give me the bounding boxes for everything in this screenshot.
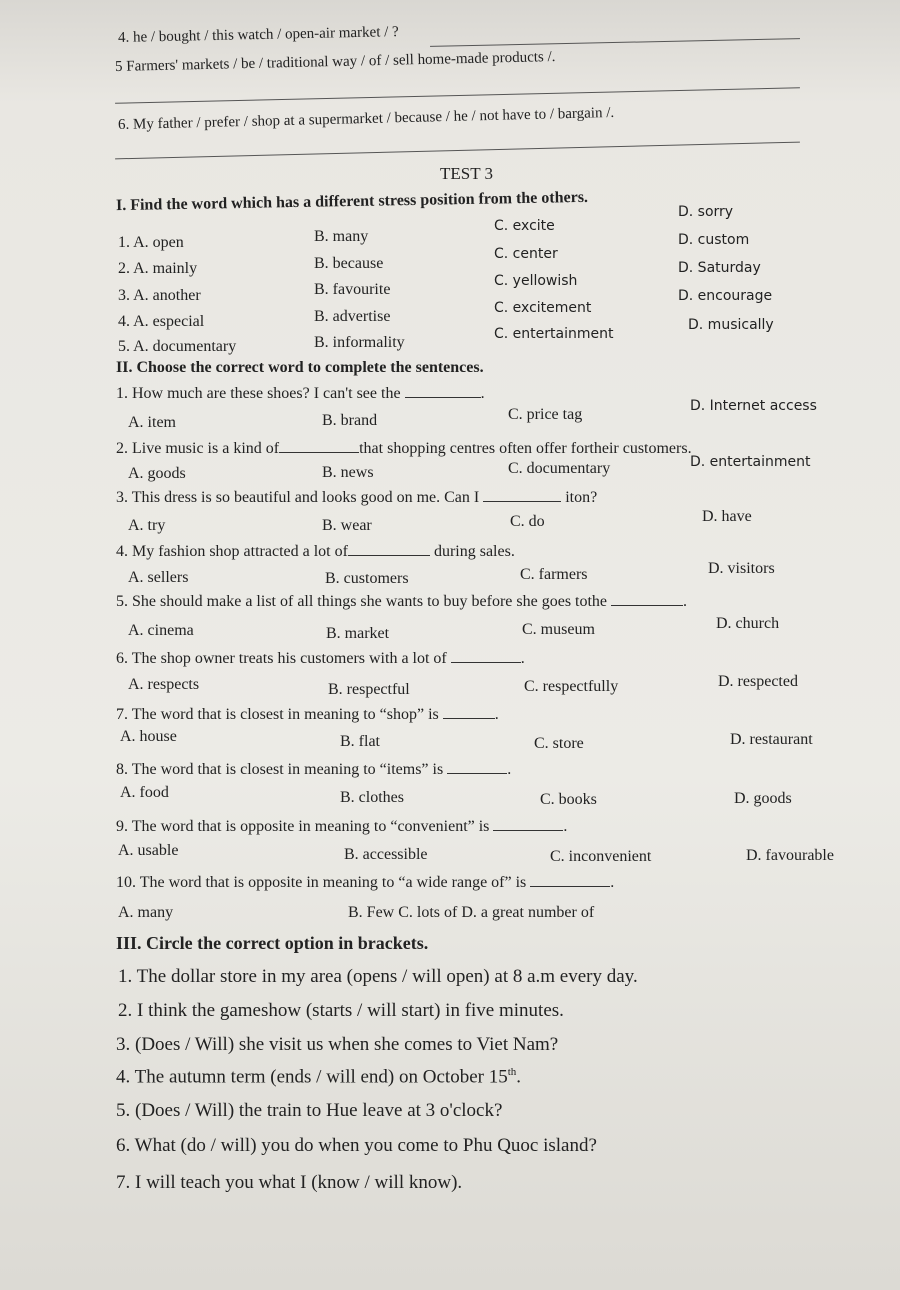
answer-blank[interactable] [611,604,683,606]
p2-q7 [116,706,499,724]
p2-q9-c: C. inconvenient [550,848,652,865]
p2-q2-d: D. entertainment [690,454,811,470]
p3-item-1: 1. The dollar store in my area (opens / will open) at 8 a.m every day. [118,966,638,987]
answer-line [115,142,800,160]
p2-q3-d: D. have [702,508,752,525]
p2-q2-a: A. goods [128,465,186,482]
p2-q6-b: B. respectful [328,681,410,698]
answer-blank[interactable] [348,554,430,556]
top-item-6: 6. My father / prefer / shop at a supermarket / because / he / not have to / bargain /. [117,104,615,134]
p3-item-5: 5. (Does / Will) the train to Hue leave at 3 o'clock? [116,1100,503,1121]
p2-q6 [116,650,525,668]
p1-q2-b: B. because [314,255,384,272]
p2-q8-c: C. books [540,791,597,808]
p2-q1-text: 1. How much are these shoes? I can't see the [116,385,401,402]
p2-q4-b: B. customers [325,570,409,587]
p2-q6-d: D. respected [718,673,798,690]
p3-item-4-sup: th [507,1066,517,1078]
p2-q4-d: D. visitors [708,560,775,577]
p1-q1-d: D. sorry [678,204,734,220]
p2-q5-b: B. market [326,625,390,642]
p2-q6-text: 6. The shop owner treats his customers with a lot of [116,650,447,667]
p3-item-4-end: . [516,1066,522,1088]
p1-q4-a: 4. A. especial [118,313,205,330]
p2-q4 [116,543,515,561]
p2-q9-text: 9. The word that is opposite in meaning to “convenient” is [116,818,490,835]
p2-q3-c: C. do [510,513,545,530]
p2-q2-b: B. news [322,464,374,481]
answer-blank[interactable] [493,829,563,831]
p3-item-2: 2. I think the gameshow (starts / will start) in five minutes. [118,1000,564,1021]
p2-q3-a: A. try [128,517,166,534]
answer-blank[interactable] [405,396,481,398]
p1-q1-b: B. many [314,228,369,245]
p2-q9-a: A. usable [118,842,179,859]
p2-q9-end: . [563,818,568,835]
p2-q1-d: D. Internet access [690,398,817,414]
p1-q5-c: C. entertainment [494,326,614,342]
p2-q3-end: iton? [565,489,598,506]
p2-q10-text: 10. The word that is opposite in meaning to “a wide range of” is [116,874,527,891]
p2-q2-end: that shopping centres often offer fortheir customers. [359,440,692,457]
p2-q5-c: C. museum [522,621,595,638]
p2-q1-b: B. brand [322,412,378,429]
answer-blank[interactable] [443,717,495,719]
part2-heading: II. Choose the correct word to complete the sentences. [116,359,484,376]
answer-blank[interactable] [483,500,561,502]
p2-q4-c: C. farmers [520,566,588,583]
p2-q2 [116,440,692,458]
p2-q8 [116,761,511,779]
p2-q5-end: . [683,593,688,610]
p2-q3 [116,489,597,507]
answer-blank[interactable] [451,661,521,663]
p1-q5-b: B. informality [314,334,405,351]
p2-q8-d: D. goods [734,790,792,807]
p1-q5-a: 5. A. documentary [118,338,237,355]
p2-q6-c: C. respectfully [524,678,619,695]
p2-q7-end: . [494,706,499,723]
p2-q6-end: . [520,650,525,667]
p1-q2-c: C. center [494,246,558,262]
p1-q4-c: C. excitement [494,300,592,316]
answer-line [115,87,800,104]
p2-q9 [116,818,567,836]
part1-heading: I. Find the word which has a different stress position from the others. [115,188,589,215]
p2-q7-b: B. flat [340,733,380,750]
p2-q9-b: B. accessible [344,846,428,863]
p2-q3-text: 3. This dress is so beautiful and looks good on me. Can I [116,489,480,506]
p2-q4-a: A. sellers [128,569,189,586]
p2-q5-d: D. church [716,615,780,632]
p2-q1-a: A. item [128,414,176,431]
p1-q2-d: D. custom [678,232,750,248]
p2-q7-d: D. restaurant [730,731,813,748]
p2-q1-end: . [480,385,485,402]
p1-q2-a: 2. A. mainly [118,260,198,277]
p2-q10-end: . [610,874,615,891]
p2-q10 [116,874,614,892]
p3-item-7: 7. I will teach you what I (know / will know). [116,1172,463,1193]
p1-q3-a: 3. A. another [118,287,201,304]
p3-item-3: 3. (Does / Will) she visit us when she comes to Viet Nam? [116,1034,559,1055]
p2-q5-a: A. cinema [128,622,194,639]
p1-q1-c: C. excite [494,218,555,234]
p2-q10-a: A. many [118,904,174,921]
p1-q1-a: 1. A. open [118,234,184,251]
p2-q8-b: B. clothes [340,789,404,806]
p3-item-4 [116,1066,521,1088]
answer-line [430,38,800,47]
p2-q2-text: 2. Live music is a kind of [116,440,280,457]
p1-q3-b: B. favourite [314,281,391,298]
p2-q10-b: B. Few C. lots of D. a great number of [348,904,595,921]
p2-q4-end: during sales. [433,543,515,560]
p2-q2-c: C. documentary [508,460,611,477]
p1-q4-d: D. encourage [678,288,773,304]
p2-q5-text: 5. She should make a list of all things she wants to buy before she goes tothe [116,593,608,610]
part3-heading: III. Circle the correct option in brackets. [116,933,429,953]
p2-q8-text: 8. The word that is closest in meaning to “items” is [116,761,444,778]
p1-q4-b: B. advertise [314,308,391,325]
top-item-4: 4. he / bought / this watch / open-air market / ? [117,24,399,46]
p2-q9-d: D. favourable [746,847,834,864]
p2-q1-c: C. price tag [508,406,583,423]
p2-q8-end: . [507,761,512,778]
p3-item-6: 6. What (do / will) you do when you come to Phu Quoc island? [116,1135,597,1156]
p1-q5-d: D. musically [688,317,774,333]
p2-q5 [116,593,687,611]
test-title: TEST 3 [440,164,494,183]
answer-blank[interactable] [530,885,610,887]
answer-blank[interactable] [447,772,507,774]
top-item-5: 5 Farmers' markets / be / traditional way / of / sell home-made products /. [114,49,556,75]
p1-q3-d: D. Saturday [678,260,761,276]
p2-q6-a: A. respects [128,676,200,693]
p2-q8-a: A. food [120,784,169,801]
p2-q1 [116,385,485,403]
p2-q7-c: C. store [534,735,584,752]
p1-q3-c: C. yellowish [494,273,578,289]
p2-q7-text: 7. The word that is closest in meaning to “shop” is [116,706,439,723]
p2-q4-text: 4. My fashion shop attracted a lot of [116,543,348,560]
answer-blank[interactable] [279,451,359,453]
p2-q3-b: B. wear [322,517,372,534]
p3-item-4-text: 4. The autumn term (ends / will end) on October 15 [116,1066,508,1088]
p2-q7-a: A. house [120,728,177,745]
